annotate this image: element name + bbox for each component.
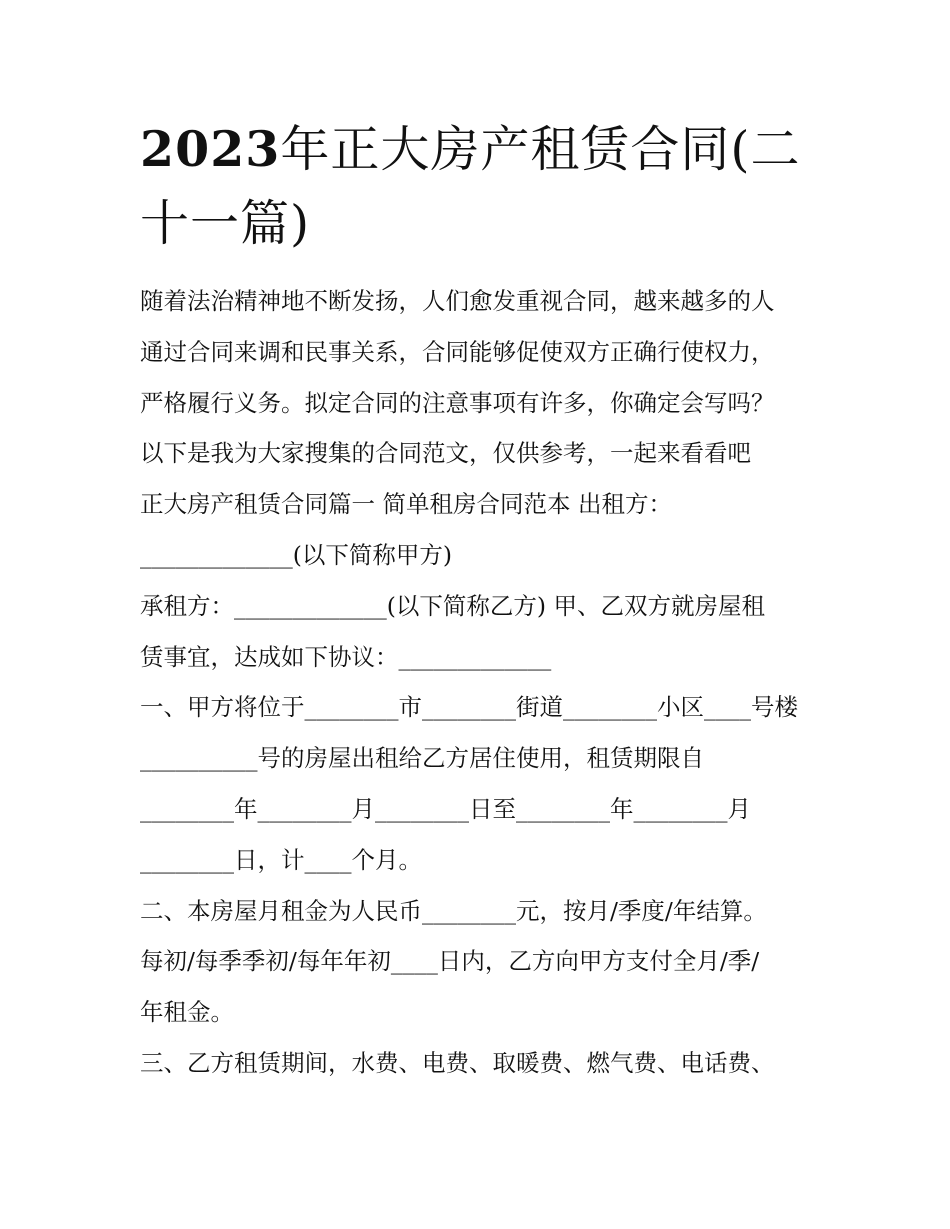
body-line: 一、甲方将位于________市________街道________小区____号楼 xyxy=(140,693,798,722)
title-year: 2023 xyxy=(140,120,281,178)
document-title xyxy=(140,112,820,261)
body-line: __________号的房屋出租给乙方居住使用，租赁期限自 xyxy=(140,744,704,773)
body-line: 年租金。 xyxy=(140,998,234,1027)
body-line: 承租方：_____________(以下简称乙方) 甲、乙双方就房屋租 xyxy=(140,591,766,620)
body-line: 随着法治精神地不断发扬，人们愈发重视合同，越来越多的人 xyxy=(140,287,775,315)
body-line: ________年________月________日至________年________月 xyxy=(140,794,751,823)
title-line-2: 十一篇) xyxy=(140,195,311,252)
body-line: 严格履行义务。拟定合同的注意事项有许多，你确定会写吗？ xyxy=(140,388,775,417)
document-body xyxy=(140,276,820,1089)
title-line-1-text: 年正大房产租赁合同(二 xyxy=(280,121,801,178)
body-line: 每初/每季季初/每年年初____日内，乙方向甲方支付全月/季/ xyxy=(140,947,760,976)
body-line: 三、乙方租赁期间，水费、电费、取暖费、燃气费、电话费、 xyxy=(140,1048,775,1077)
body-line: _____________(以下简称甲方) xyxy=(140,540,453,569)
body-line: ________日，计____个月。 xyxy=(140,845,422,874)
body-line: 正大房产租赁合同篇一 简单租房合同范本 出租方： xyxy=(140,490,672,519)
title-line-1 xyxy=(140,112,820,187)
body-line: 二、本房屋月租金为人民币________元，按月/季度/年结算。 xyxy=(140,896,767,925)
body-line: 赁事宜，达成如下协议：_____________ xyxy=(140,642,552,671)
body-line: 通过合同来调和民事关系，合同能够促使双方正确行使权力， xyxy=(140,337,775,366)
body-line: 以下是我为大家搜集的合同范文，仅供参考，一起来看看吧 xyxy=(140,439,751,468)
